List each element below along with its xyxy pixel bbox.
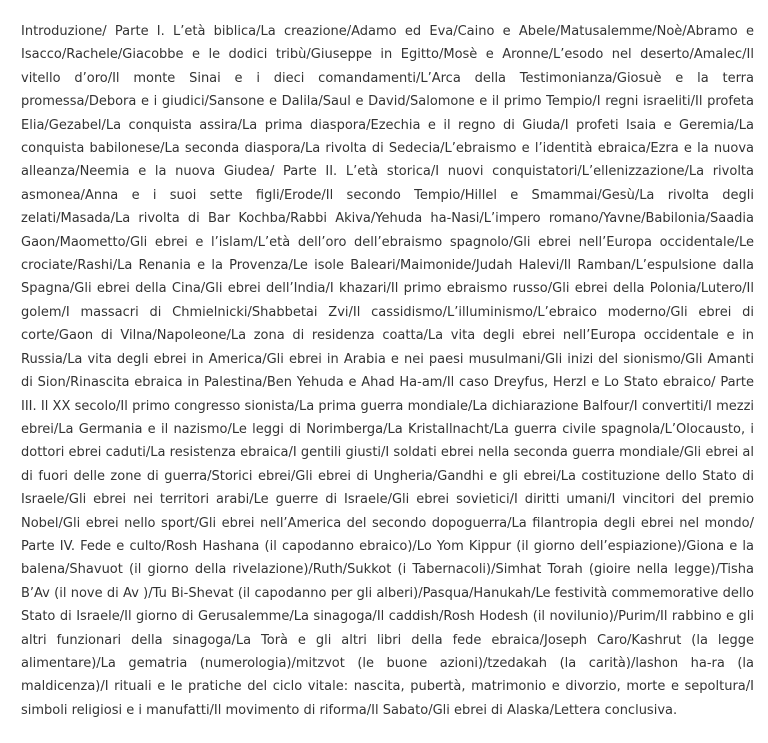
table-of-contents-text: Introduzione/ Parte I. L’età biblica/La creazione/Adamo ed Eva/Caino e Abele/Matusalemme/Noè/Abramo e Isacco/Rachele/Giacobbe e le dodici tribù/Giuseppe in Egitto/Mosè e Aronne/L’esodo nel deserto/Amalec/Il vitello d’oro/Il monte Sinai e i dieci comandamenti/L’Arca della Testimonianza/Giosuè e la terra promessa/Debora e i giudici/Sansone e Dalila/Saul e David/Salomone e il primo Tempio/I regni israeliti/Il profeta Elia/Gezabel/La conquista assira/La prima diaspora/Ezechia e il regno di Giuda/I profeti Isaia e Geremia/La conquista babilonese/La seconda diaspora/La rivolta di Sedecia/L’ebraismo e l’identità ebraica/Ezra e la nuova alleanza/Neemia e la nuova Giudea/ Parte II. L’età storica/I nuovi conquistatori/L’ellenizzazione/La rivolta asmonea/Anna e i suoi sette figli/Erode/Il secondo Tempio/Hillel e Smammai/Gesù/La rivolta degli zelati/Masada/La rivolta di Bar Kochba/Rabbi Akiva/Yehuda ha-Nasi/L’impero romano/Yavne/Babilonia/Saadia Gaon/Maometto/Gli ebrei e l’islam/L’età dell’oro dell’ebraismo spagnolo/Gli ebrei nell’Europa occidentale/Le crociate/Rashi/La Renania e la Provenza/Le isole Baleari/Maimonide/Judah Halevi/Il Ramban/L’espulsione dalla Spagna/Gli ebrei della Cina/Gli ebrei dell’India/I khazari/Il primo ebraismo russo/Gli ebrei della Polonia/Lutero/Il golem/I massacri di Chmielnicki/Shabbetai Zvi/Il cassidismo/L’illuminismo/L’ebraico moderno/Gli ebrei di corte/Gaon di Vilna/Napoleone/La zona di residenza coatta/La vita degli ebrei nell’Europa occidentale e in Russia/La vita degli ebrei in America/Gli ebrei in Arabia e nei paesi musulmani/Gli inizi del sionismo/Gli Amanti di Sion/Rinascita ebraica in Palestina/Ben Yehuda e Ahad Ha-am/Il caso Dreyfus, Herzl e Lo Stato ebraico/ Parte III. Il XX secolo/Il primo congresso sionista/La prima guerra mondiale/La dichiarazione Balfour/I convertiti/I mezzi ebrei/La Germania e il nazismo/Le leggi di Norimberga/La Kristallnacht/La guerra civile spagnola/L’Olocausto, i dottori ebrei caduti/La resistenza ebraica/I gentili giusti/I soldati ebrei nella seconda guerra mondiale/Gli ebrei al di fuori delle zone di guerra/Storici ebrei/Gli ebrei di Ungheria/Gandhi e gli ebrei/La costituzione dello Stato di Israele/Gli ebrei nei territori arabi/Le guerre di Israele/Gli ebrei sovietici/I diritti umani/I vincitori del premio Nobel/Gli ebrei nello sport/Gli ebrei nell’America del secondo dopoguerra/La filantropia degli ebrei nel mondo/ Parte IV. Fede e culto/Rosh Hashana (il capodanno ebraico)/Lo Yom Kippur (il giorno dell’espiazione)/Giona e la balena/Shavuot (il giorno della rivelazione)/Ruth/Sukkot (i Tabernacoli)/Simhat Torah (gioire nella legge)/Tisha B’Av (il nove di Av )/Tu Bi-Shevat (il capodanno per gli alberi)/Pasqua/Hanukah/Le festività commemorative dello Stato di Israele/Il giorno di Gerusalemme/La sinagoga/Il caddish/Rosh Hodesh (il novilunio)/Purim/Il rabbino e gli altri funzionari della sinagoga/La Torà e gli altri libri della fede ebraica/Joseph Caro/Kashrut (la legge alimentare)/La gematria (numerologia)/mitzvot (le buone azioni)/tzedakah (la carità)/lashon ha-ra (la maldicenza)/I rituali e le pratiche del ciclo vitale: nascita, pubertà, matrimonio e divorzio, morte e sepoltura/I simboli religiosi e i manufatti/Il movimento di riforma/Il Sabato/Gli ebrei di Alaska/Lettera conclusiva. [21,24,754,718]
document-body [21,20,754,722]
